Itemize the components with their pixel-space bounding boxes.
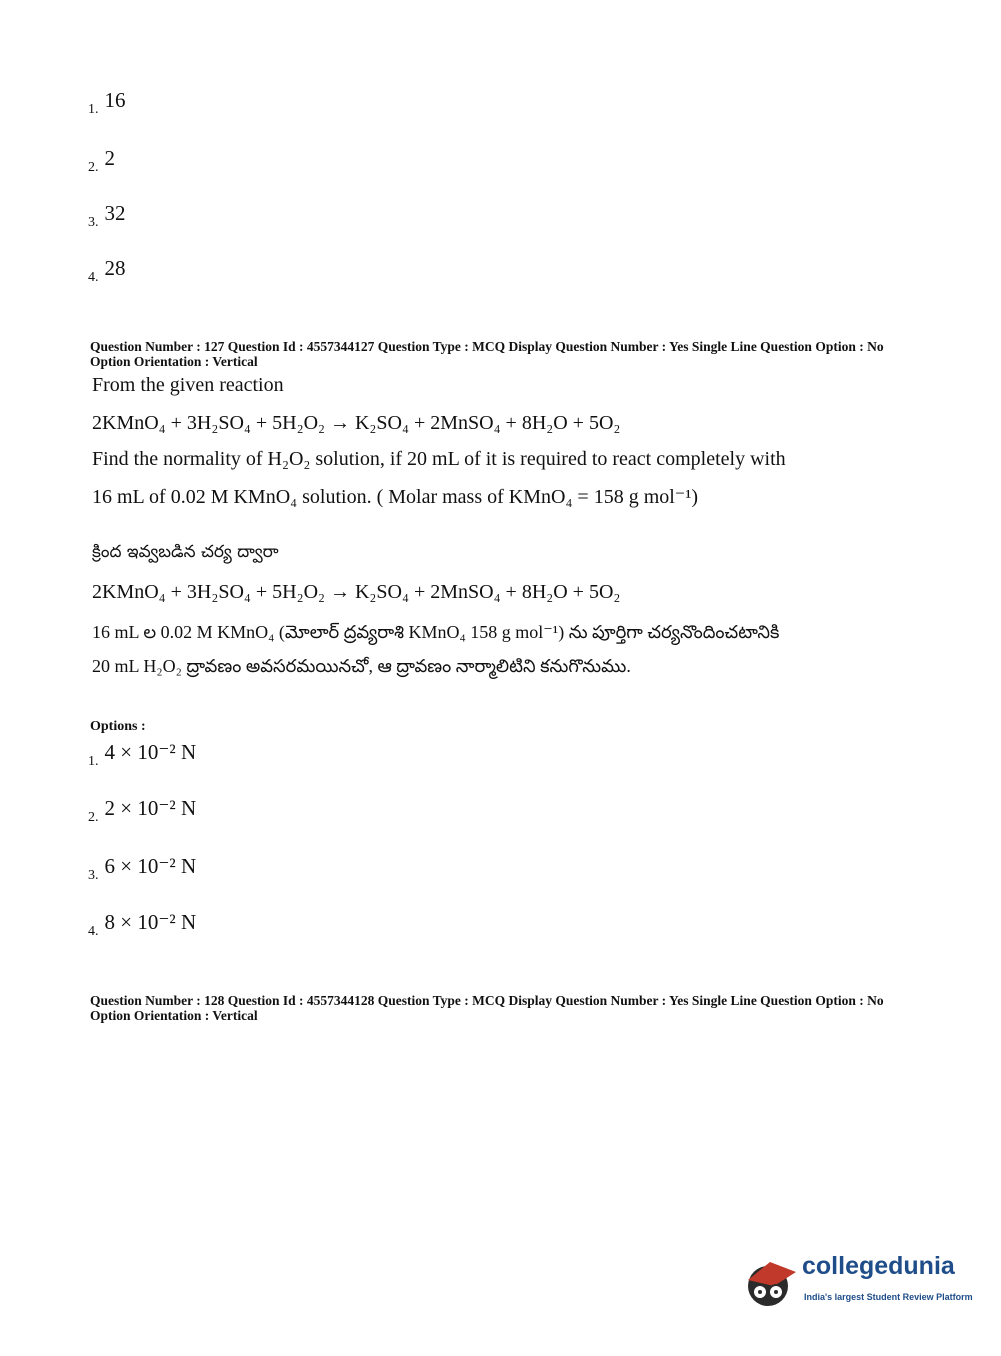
option-number: 3. <box>88 215 99 230</box>
reaction-equation-en: 2KMnO₄ + 3H₂SO₄ + 5H₂O₂ → K₂SO₄ + 2MnSO₄ + 8H₂O + 5O₂ <box>92 412 621 434</box>
question-128-meta: Question Number : 128 Question Id : 4557344128 Question Type : MCQ Display Question Number : Yes Single Line Question Option : No Option Orientation : Vertical <box>90 993 884 1023</box>
logo-tagline: India's largest Student Review Platform <box>804 1292 973 1302</box>
question-text-te-line2: 20 mL H₂O₂ ద్రావణం అవసరమయినచో, ఆ ద్రావణం నార్మాలిటిని కనుగొనుము. <box>92 656 631 676</box>
option-value: 8 × 10⁻² N <box>104 910 197 934</box>
option-number: 4. <box>88 924 99 939</box>
prev-option-2 <box>88 146 115 176</box>
option-value: 28 <box>104 256 126 280</box>
option-value: 2 × 10⁻² N <box>104 796 197 820</box>
option-3 <box>88 854 196 884</box>
prev-option-3 <box>88 201 126 231</box>
prev-option-4 <box>88 256 126 286</box>
option-value: 16 <box>104 88 126 112</box>
option-number: 2. <box>88 810 99 825</box>
reaction-equation-te: 2KMnO₄ + 3H₂SO₄ + 5H₂O₂ → K₂SO₄ + 2MnSO₄ + 8H₂O + 5O₂ <box>92 581 621 603</box>
option-2 <box>88 796 196 826</box>
option-number: 1. <box>88 754 99 769</box>
prev-option-1 <box>88 88 126 118</box>
question-text-en-line1: Find the normality of H₂O₂ solution, if 20 mL of it is required to react completely with <box>92 448 786 470</box>
question-intro-en: From the given reaction <box>92 374 284 396</box>
logo-wordmark: collegedunia <box>802 1252 955 1280</box>
mascot-icon <box>740 1250 800 1312</box>
question-127-meta: Question Number : 127 Question Id : 4557344127 Question Type : MCQ Display Question Number : Yes Single Line Question Option : No Option Orientation : Vertical <box>90 339 884 369</box>
option-number: 2. <box>88 160 99 175</box>
option-number: 3. <box>88 868 99 883</box>
question-text-te-line1: 16 mL ల 0.02 M KMnO₄ (మోలార్ ద్రవ్యరాశి KMnO₄ 158 g mol⁻¹) ను పూర్తిగా చర్యనొందించటానికి <box>92 622 780 642</box>
option-value: 6 × 10⁻² N <box>104 854 197 878</box>
question-intro-te: క్రింద ఇవ్వబడిన చర్య ద్వారా <box>92 542 279 562</box>
option-number: 1. <box>88 102 99 117</box>
option-value: 4 × 10⁻² N <box>104 740 197 764</box>
question-text-en-line2: 16 mL of 0.02 M KMnO₄ solution. ( Molar mass of KMnO₄ = 158 g mol⁻¹) <box>92 486 699 508</box>
options-label: Options : <box>90 719 146 734</box>
option-1 <box>88 740 196 770</box>
collegedunia-logo <box>740 1250 973 1312</box>
option-value: 32 <box>104 201 126 225</box>
option-4 <box>88 910 196 940</box>
option-number: 4. <box>88 270 99 285</box>
option-value: 2 <box>104 146 115 170</box>
